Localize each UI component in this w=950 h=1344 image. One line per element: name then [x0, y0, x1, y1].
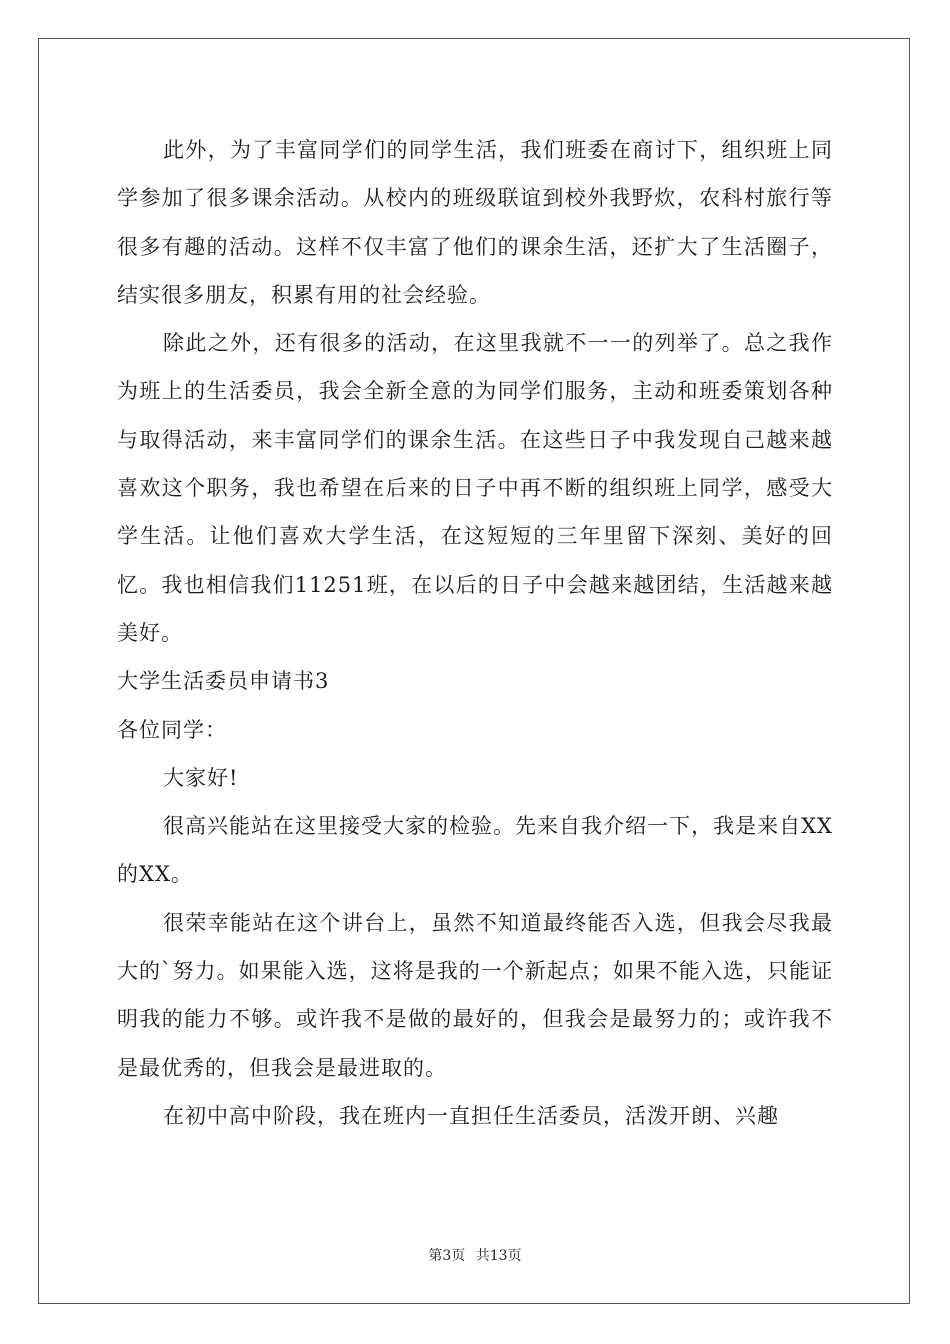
document-body: [117, 126, 833, 1140]
page-total: 共13页: [475, 1248, 522, 1264]
section-heading: 大学生活委员申请书3: [117, 669, 330, 694]
greeting: 大家好!: [163, 765, 239, 790]
paragraph-commitment: 很荣幸能站在这个讲台上，虽然不知道最终能否入选，但我会尽我最大的`努力。如果能入选，这将是我的一个新起点；如果不能入选，只能证明我的能力不够。或许我不是做的最好的，但我会是最努力的；或许我不是最优秀的，但我会是最进取的。: [117, 910, 833, 1080]
salutation: 各位同学：: [117, 717, 227, 742]
page-number: 第3页: [428, 1248, 466, 1264]
paragraph-activities: 此外，为了丰富同学们的同学生活，我们班委在商讨下，组织班上同学参加了很多课余活动。从校内的班级联谊到校外我野炊，农科村旅行等很多有趣的活动。这样不仅丰富了他们的课余生活，还扩大了生活圈子，结实很多朋友，积累有用的社会经验。: [117, 138, 833, 307]
paragraph-experience: 在初中高中阶段，我在班内一直担任生活委员，活泼开朗、兴趣: [163, 1103, 779, 1128]
paragraph-introduction: 很高兴能站在这里接受大家的检验。先来自我介绍一下，我是来自XX的XX。: [117, 814, 833, 887]
page-footer: [0, 1245, 950, 1265]
paragraph-summary: 除此之外，还有很多的活动，在这里我就不一一的列举了。总之我作为班上的生活委员，我会全新全意的为同学们服务，主动和班委策划各种与取得活动，来丰富同学们的课余生活。在这些日子中我发现自己越来越喜欢这个职务，我也希望在后来的日子中再不断的组织班上同学，感受大学生活。让他们喜欢大学生活，在这短短的三年里留下深刻、美好的回忆。我也相信我们11251班，在以后的日子中会越来越团结，生活越来越美好。: [117, 331, 833, 645]
